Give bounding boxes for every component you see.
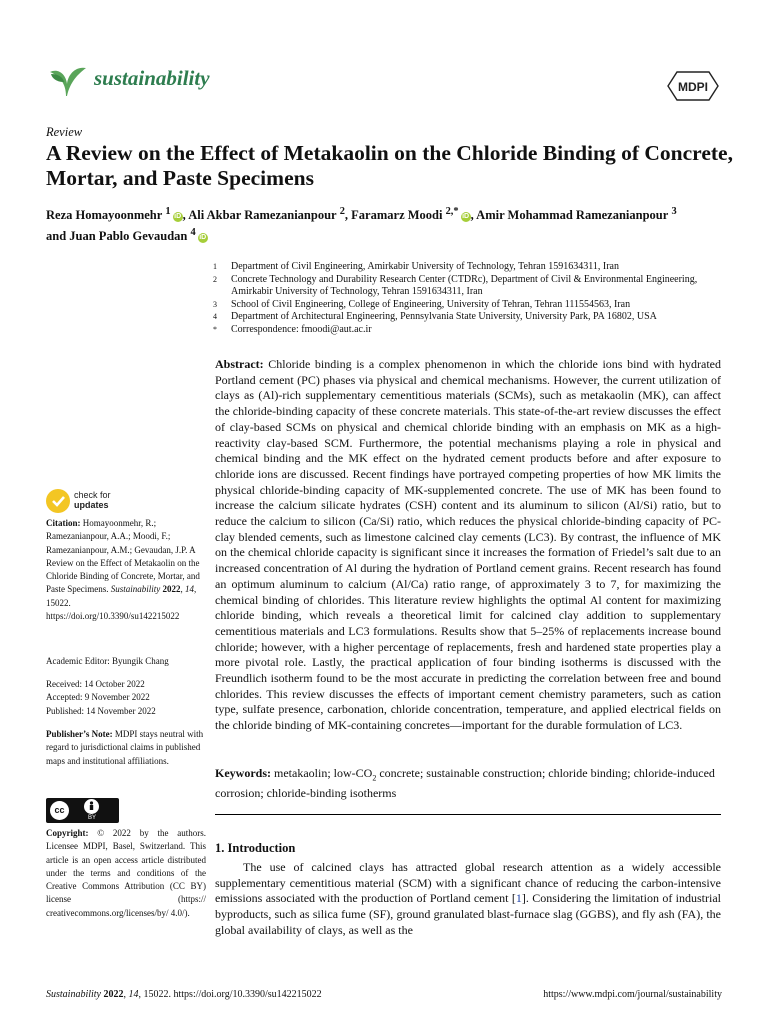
copyright-block [46, 827, 206, 920]
introduction-paragraph [215, 860, 721, 939]
keywords [215, 766, 721, 802]
keywords-subscript: 2 [372, 773, 377, 783]
author-and: and [46, 229, 70, 244]
citation-doi-link[interactable]: , 15022. https://doi.org/10.3390/su142215022 [46, 584, 197, 622]
affiliation-item [213, 324, 733, 337]
check-updates-label [74, 490, 111, 510]
author-list [46, 203, 736, 245]
citation-label: Citation: [46, 518, 81, 528]
check-for-updates-button[interactable] [46, 489, 166, 515]
publisher-note-text: MDPI stays neutral with regard to jurisdictional claims in published maps and institutional affiliations. [46, 729, 204, 766]
publication-dates [46, 678, 206, 718]
section-heading-introduction: 1. Introduction [215, 841, 296, 855]
author-separator: , [470, 208, 477, 223]
cc-icon: cc [50, 801, 69, 820]
academic-editor: Academic Editor: Byungik Chang [46, 656, 169, 666]
affiliation-mark: * [213, 324, 217, 334]
accepted-date: Accepted: 9 November 2022 [46, 692, 150, 703]
footer-citation: Sustainability 2022, 14, 15022. https://doi.org/10.3390/su142215022 [46, 989, 322, 1000]
keywords-text: metakaolin; low-CO [274, 766, 373, 780]
footer-doi[interactable]: , 15022. https://doi.org/10.3390/su142215022 [138, 989, 322, 1000]
citation-block: Citation: Homayoonmehr, R.; Ramezanianpour, A.A.; Moodi, F.; Ramezanianpour, A.M.; Gevaudan, J.P. A Review on the Effect of Metakaolin on the Chloride Binding of Concrete, Mortar, and Paste Specimens. Sustainability 2022, 14, 15022. https://doi.org/10.3390/su142215022 [46, 518, 200, 622]
publisher-note [46, 728, 206, 768]
attribution-person-icon [84, 799, 99, 814]
publisher-note-label: Publisher’s Note: [46, 729, 113, 739]
affiliation-text: Department of Civil Engineering, Amirkabir University of Technology, Tehran 1591634311, Iran [231, 261, 619, 272]
introduction-text-rest: ]. Considering the limitation of industrial byproducts, such as silica fume (SF), ground granulated blast-furnace slag (GGBS), and fly ash (FA), the global availability of clays, as well as the [215, 891, 722, 937]
affiliation-item [213, 261, 733, 274]
affiliation-mark: 4 [213, 312, 217, 321]
footer-journal-url[interactable]: https://www.mdpi.com/journal/sustainability [543, 989, 722, 1000]
author-affiliation-mark: 3 [671, 206, 677, 217]
abstract-text: Chloride binding is a complex phenomenon in which the chloride ions bind with hydrated Portland cement (PC) phases via physical and chemical mechanisms. However, the current utilization of clays as (Al)-rich supplementary cementitious materials (SCMs), such as metakaolin (MK), can affect the chloride-binding capacity of these concrete materials. This state-of-the-art review discusses the effect of clay-based SCMs on physical and chemical chloride binding with an emphasis on MK as a high-reactivity clay-based SCM. Furthermore, the potential mechanisms playing a role in physical and chemical binding and the MK effect on the hydrated cement products before and after exposure to chloride ions are discussed. Recent findings have portrayed competing properties of how MK limits the physical chloride-binding capacity of MK-supplemented concrete. The use of MK has been found to increase the calcium silicate hydrates (CSH) content and its aluminum to silicon (Al/Si) ratio, but to reduce the calcium to silicon (Ca/Si) ratio, which reduces the physical chloride-binding capacity of PC-clay blended cements, such as limestone calcined clay cements (LC3). By contrast, the influence of MK on the chemical chloride capacity is significant since it increases the formation of Friedel’s salt due to an increased concentration of Al during the hydration of Portland cement grains. Recent research has found an optimum aluminum to calcium (Al/Ca) ratio range, of approximately 3 to 7, for maximizing the chemical binding of chlorides. This literature review highlights the optimal Al content for maximizing chloride binding, which reveals a theoretical limit for calcined clay addition to supplementary cementitious materials and LC3 formulations. Results show that 5–25% of replacements increase bound chloride; however, with a higher percentage of replacements, fresh and hardened state properties play a more pivotal role. Lastly, the practical application of four binding isotherms is discussed with the Freundlich isotherm found to be the most accurate in predicting the correlation between free and bound chlorides. This review discusses the effects of important cement chemistry parameters, such as cation type, sulfate presence, carbonation, chloride concentration, temperature, and applied electrical fields on the chloride binding of MK-containing concretes—important for the durable formulation of LC3. [215, 357, 721, 733]
affiliations [213, 261, 733, 336]
author-separator: , [182, 208, 189, 223]
affiliation-mark: 1 [213, 262, 217, 271]
author-separator: , [344, 208, 352, 223]
citation-text: Homayoonmehr, R.; Ramezanianpour, A.A.; Moodi, F.; Ramezanianpour, A.M.; Gevaudan, J.P. A Review on the Effect of Metakaolin on the Chloride Binding of Concrete, Mortar, and Paste Specimens. [46, 518, 200, 595]
journal-leaf-logo-icon [46, 62, 88, 98]
author-name: Juan Pablo Gevaudan [69, 229, 188, 244]
page-footer [46, 989, 722, 1000]
correspondence-text[interactable]: Correspondence: fmoodi@aut.ac.ir [231, 323, 372, 335]
keywords-label: Keywords: [215, 766, 271, 780]
received-date: Received: 14 October 2022 [46, 679, 145, 689]
article-title: A Review on the Effect of Metakaolin on the Chloride Binding of Concrete, Mortar, and Paste Specimens [46, 141, 733, 190]
affiliation-item [213, 299, 733, 312]
article-type: Review [46, 125, 83, 139]
keywords-text-rest: concrete; sustainable construction; chloride binding; chloride-induced corrosion; chloride-binding isotherms [215, 766, 715, 801]
abstract-label: Abstract: [215, 357, 264, 371]
author-name: Faramarz Moodi [351, 208, 443, 223]
published-date: Published: 14 November 2022 [46, 705, 156, 716]
affiliation-item [213, 274, 733, 299]
by-label: BY [88, 815, 97, 821]
affiliation-mark: 3 [213, 299, 217, 309]
mdpi-logo-text: MDPI [678, 80, 708, 94]
check-updates-icon [46, 489, 70, 513]
reference-link[interactable]: 1 [515, 891, 522, 906]
cc-by-license-badge[interactable] [46, 798, 119, 823]
abstract [215, 357, 721, 734]
affiliation-text: School of Civil Engineering, College of Engineering, University of Tehran, Tehran 111554563, Iran [231, 298, 631, 310]
author-name: Amir Mohammad Ramezanianpour [476, 208, 669, 223]
author-name: Ali Akbar Ramezanianpour [188, 208, 337, 223]
copyright-label: Copyright: [46, 828, 89, 838]
orcid-icon[interactable]: iD [462, 213, 470, 221]
citation-year: 2022 [162, 584, 181, 595]
affiliation-item [213, 311, 733, 324]
author-affiliation-mark: 2,* [445, 206, 459, 217]
check-updates-line2: updates [74, 500, 109, 510]
mdpi-logo[interactable] [667, 71, 719, 101]
affiliation-text: Concrete Technology and Durability Research Center (CTDRc), Department of Civil & Environmental Engineering, Amirkabir University of Technology, Tehran 1591634311, Iran [231, 273, 698, 297]
affiliation-mark: 2 [213, 274, 217, 284]
author-affiliation-mark: 4 [190, 227, 196, 239]
author-name: Reza Homayoonmehr [46, 208, 163, 223]
orcid-icon[interactable]: iD [174, 213, 182, 221]
check-updates-line1: check for [74, 490, 111, 500]
introduction-text: The use of calcined clays has attracted global research attention as a widely accessible supplementary cementitious material (SCM) with a significant chance of reducing the carbon-intensive emissions associated with the production of Portland cement [ [215, 860, 721, 906]
author-affiliation-mark: 1 [165, 206, 171, 217]
citation-journal: Sustainability [110, 584, 161, 595]
footer-journal: Sustainability [46, 989, 101, 1000]
section-divider [215, 814, 721, 815]
citation-volume: 14 [185, 584, 194, 595]
copyright-text: © 2022 by the authors. Licensee MDPI, Basel, Switzerland. This article is an open access article distributed under the terms and conditions of the Creative Commons Attribution (CC BY) license (https:// creativecommons.org/licenses/by/ 4.0/). [46, 828, 207, 918]
orcid-icon[interactable]: iD [199, 234, 207, 242]
affiliation-text: Department of Architectural Engineering, Pennsylvania State University, University Park, PA 16802, USA [231, 311, 657, 322]
footer-volume: 14 [128, 989, 139, 1000]
author-affiliation-mark: 2 [339, 206, 345, 217]
journal-name[interactable]: sustainability [94, 66, 210, 90]
footer-year: 2022 [103, 989, 124, 1000]
